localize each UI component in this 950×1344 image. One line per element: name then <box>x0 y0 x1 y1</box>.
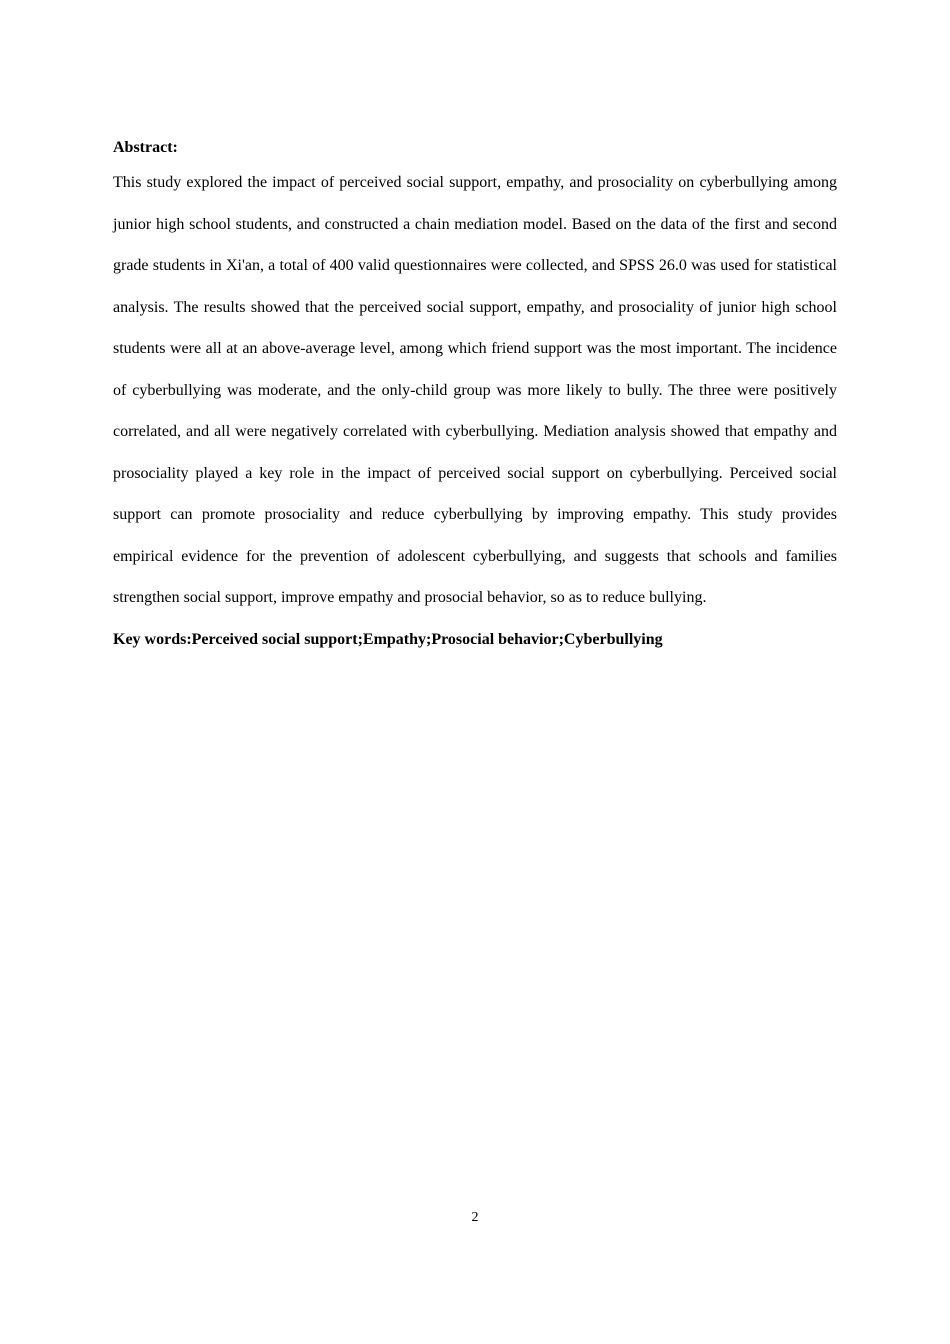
abstract-heading: Abstract: <box>113 139 178 156</box>
abstract-section <box>113 138 837 650</box>
keywords-line: Key words:Perceived social support;Empathy;Prosocial behavior;Cyberbullying <box>113 630 663 648</box>
page-number: 2 <box>471 1210 479 1225</box>
abstract-body: This study explored the impact of perceived social support, empathy, and prosociality on cyberbullying among junior high school students, and constructed a chain mediation model. Based on the data of the first and second grade students in Xi'an, a total of 400 valid questionnaires were collected, and SPSS 26.0 was used for statistical analysis. The results showed that the perceived social support, empathy, and prosociality of junior high school students were all at an above-average level, among which friend support was the most important. The incidence of cyberbullying was moderate, and the only-child group was more likely to bully. The three were positively correlated, and all were negatively correlated with cyberbullying. Mediation analysis showed that empathy and prosociality played a key role in the impact of perceived social support on cyberbullying. Perceived social support can promote prosociality and reduce cyberbullying by improving empathy. This study provides empirical evidence for the prevention of adolescent cyberbullying, and suggests that schools and families strengthen social support, improve empathy and prosocial behavior, so as to reduce bullying. <box>113 174 837 606</box>
